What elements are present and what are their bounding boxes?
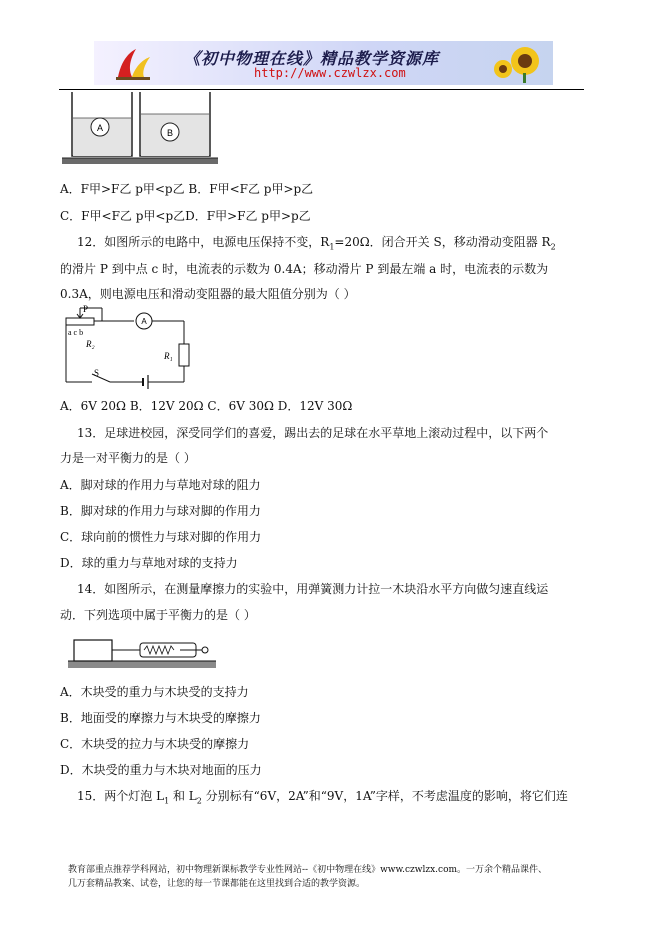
q14-line-2: 动．下列选项中属于平衡力的是（ ）: [60, 608, 256, 622]
q13-line-1: 13．足球进校园，深受同学们的喜爱，踢出去的足球在水平草地上滚动过程中，以下两个: [77, 426, 549, 440]
q13-option-b: B．脚对球的作用力与球对脚的作用力: [60, 504, 261, 518]
footer-line-2: 几万套精品教案、试卷，让您的每一节课都能在这里找到合适的教学资源。: [68, 879, 366, 889]
q15-line-1: 15．两个灯泡 $L_1$ 和 $L_2$ 分别标有“6V，2A”和“9V，1A”字样，不考虑温度的影响，将它们连: [77, 789, 568, 806]
q14-option-a: A．木块受的重力与木块受的支持力: [60, 685, 249, 699]
slider-p-label: P: [83, 304, 89, 314]
q12-line-2: 的滑片 P 到中点 c 时，电流表的示数为 0.4A；移动滑片 P 到最左端 a 时，电流表的示数为: [60, 262, 549, 276]
ball-b-label: B: [166, 128, 174, 138]
q11-options-ab: A．F甲>F乙 p甲<p乙 B．F甲<F乙 p甲>p乙: [60, 182, 314, 196]
q13-line-2: 力是一对平衡力的是（ ）: [60, 451, 196, 465]
q13-option-a: A．脚对球的作用力与草地对球的阻力: [60, 478, 261, 492]
figure-circuit: [62, 304, 190, 394]
ammeter-label: A: [141, 317, 147, 326]
ball-a-label: A: [96, 123, 104, 133]
switch-s-label: S: [94, 368, 100, 378]
header-banner: [94, 41, 553, 85]
q14-option-b: B．地面受的摩擦力与木块受的摩擦力: [60, 711, 261, 725]
figure-containers: [62, 90, 218, 172]
q12-line-1: 12．如图所示的电路中，电源电压保持不变，$R_1=20\Omega$．闭合开关 S，移动滑动变阻器 $R_2$: [77, 235, 556, 252]
q12-line-3: 0.3A，则电源电压和滑动变阻器的最大阻值分别为（ ）: [60, 287, 356, 301]
q14-line-1: 14．如图所示，在测量摩擦力的实验中，用弹簧测力计拉一木块沿水平方向做匀速直线运: [77, 582, 549, 596]
banner-url[interactable]: http://www.czwlzx.com: [254, 66, 406, 80]
container-yi-label: 乙: [170, 164, 178, 172]
r1-label: R₁: [164, 351, 173, 361]
r2-label: R₂: [86, 339, 95, 349]
q12-options: A．6V 20Ω B．12V 20Ω C．6V 30Ω D．12V 30Ω: [60, 399, 353, 413]
q11-options-cd: C．F甲<F乙 p甲<p乙D．F甲>F乙 p甲>p乙: [60, 209, 311, 223]
q13-option-c: C．球向前的惯性力与球对脚的作用力: [60, 530, 262, 544]
footer-line-1: 教育部重点推荐学科网站，初中物理新课标教学专业性网站--《初中物理在线》www.czwlzx.com。一万余个精品课件、: [68, 865, 548, 875]
figure-spring-scale: [68, 634, 216, 670]
q14-option-d: D．木块受的重力与木块对地面的压力: [60, 763, 262, 777]
site-logo-icon: [114, 47, 152, 81]
container-jia-label: 甲: [96, 164, 104, 172]
rheostat-points-label: a c b: [68, 328, 84, 337]
sunflower-icon: [491, 43, 547, 83]
q13-option-d: D．球的重力与草地对球的支持力: [60, 556, 238, 570]
q14-option-c: C．木块受的拉力与木块受的摩擦力: [60, 737, 250, 751]
banner-title: 《初中物理在线》精品教学资源库: [184, 49, 440, 68]
